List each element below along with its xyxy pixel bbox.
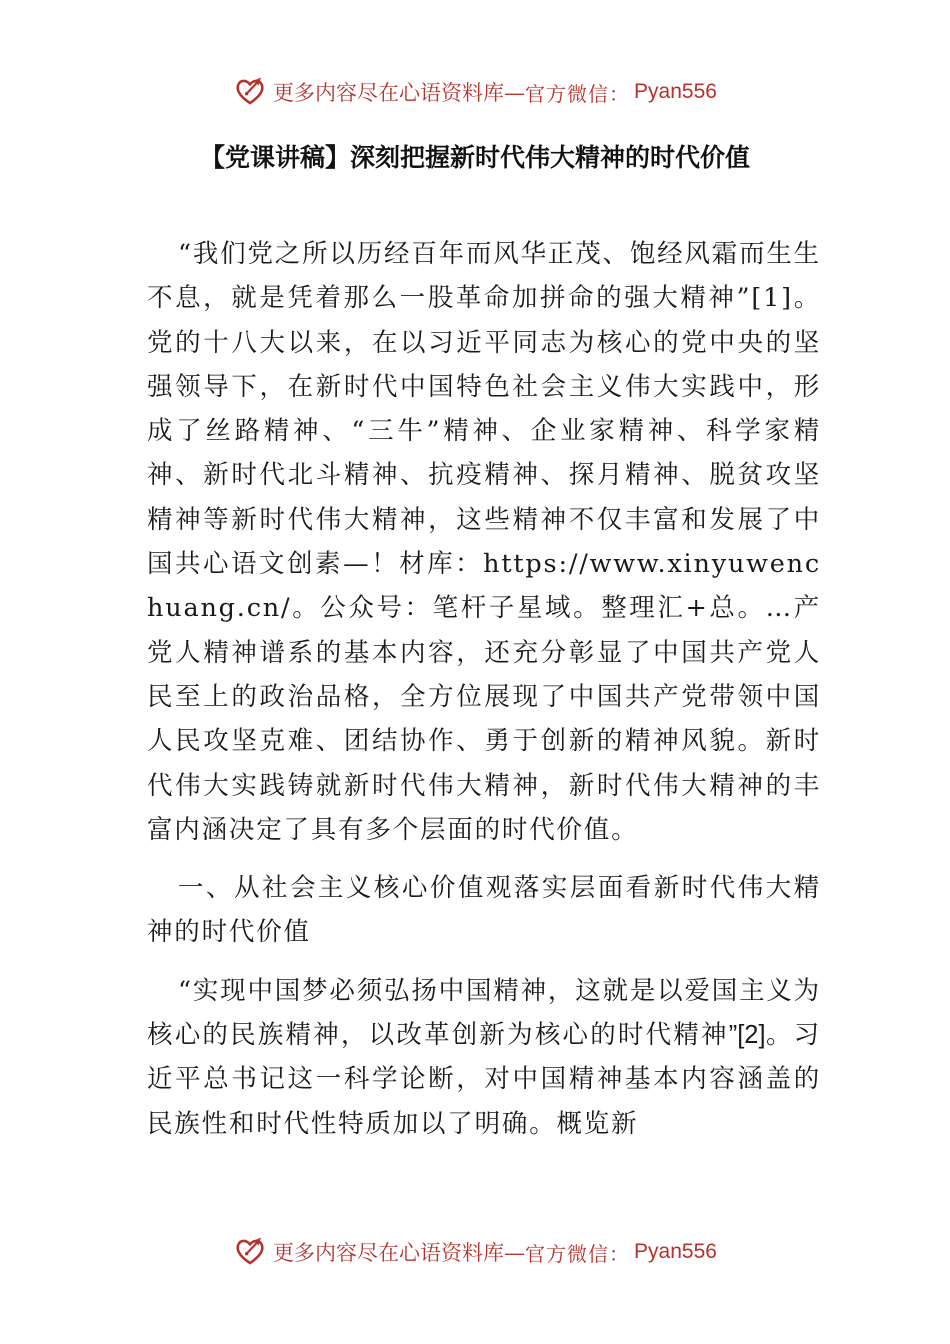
heart-pen-logo-icon bbox=[233, 1235, 267, 1269]
header-watermark-banner bbox=[0, 70, 950, 114]
heart-pen-logo-icon bbox=[233, 75, 267, 109]
banner-wechat-label: 官方微信： bbox=[525, 81, 631, 106]
document-body bbox=[147, 232, 821, 1160]
citation-ref: ”[2] bbox=[728, 1021, 766, 1050]
body-paragraph: “我们党之所以历经百年而风华正茂、饱经风霜而生生不息，就是凭着那么一股革命加拼命的强大精神”[1]。党的十八大以来，在以习近平同志为核心的党中央的坚强领导下，在新时代中国特色社会主义伟大实践中，形成了丝路精神、“三牛”精神、企业家精神、科学家精神、新时代北斗精神、抗疫精神、探月精神、脱贫攻坚精神等新时代伟大精神，这些精神不仅丰富和发展了中国共心语文创素—！材库：https://www.xinyuwenchuang.cn/。公众号：笔杆子星域。整理汇+总。…产党人精神谱系的基本内容，还充分彰显了中国共产党人民至上的政治品格，全方位展现了中国共产党带领中国人民攻坚克难、团结协作、勇于创新的精神风貌。新时代伟大实践铸就新时代伟大精神，新时代伟大精神的丰富内涵决定了具有多个层面的时代价值。 bbox=[147, 239, 821, 845]
banner-wechat-label: 官方微信： bbox=[525, 1241, 631, 1266]
section-heading: 一、从社会主义核心价值观落实层面看新时代伟大精神的时代价值 bbox=[147, 873, 821, 948]
paragraph-text: “实现中国梦必须弘扬中国精神，这就是以爱国主义为核心的民族精神，以改革创新为核心的时代精神 bbox=[147, 975, 821, 1051]
banner-text: 更多内容尽在心语资料库— bbox=[273, 1241, 526, 1265]
body-paragraph bbox=[147, 969, 821, 1146]
banner-wechat-id: Pyan556 bbox=[634, 80, 717, 103]
banner-text: 更多内容尽在心语资料库— bbox=[273, 81, 526, 105]
footer-watermark-banner bbox=[0, 1230, 950, 1274]
paragraph-text: 。习近平总书记这一科学论断，对中国精神基本内容涵盖的民族性和时代性特质加以了明确。概览新 bbox=[147, 1020, 821, 1139]
document-title: 【党课讲稿】深刻把握新时代伟大精神的时代价值 bbox=[199, 143, 750, 172]
banner-wechat-id: Pyan556 bbox=[634, 1240, 717, 1263]
